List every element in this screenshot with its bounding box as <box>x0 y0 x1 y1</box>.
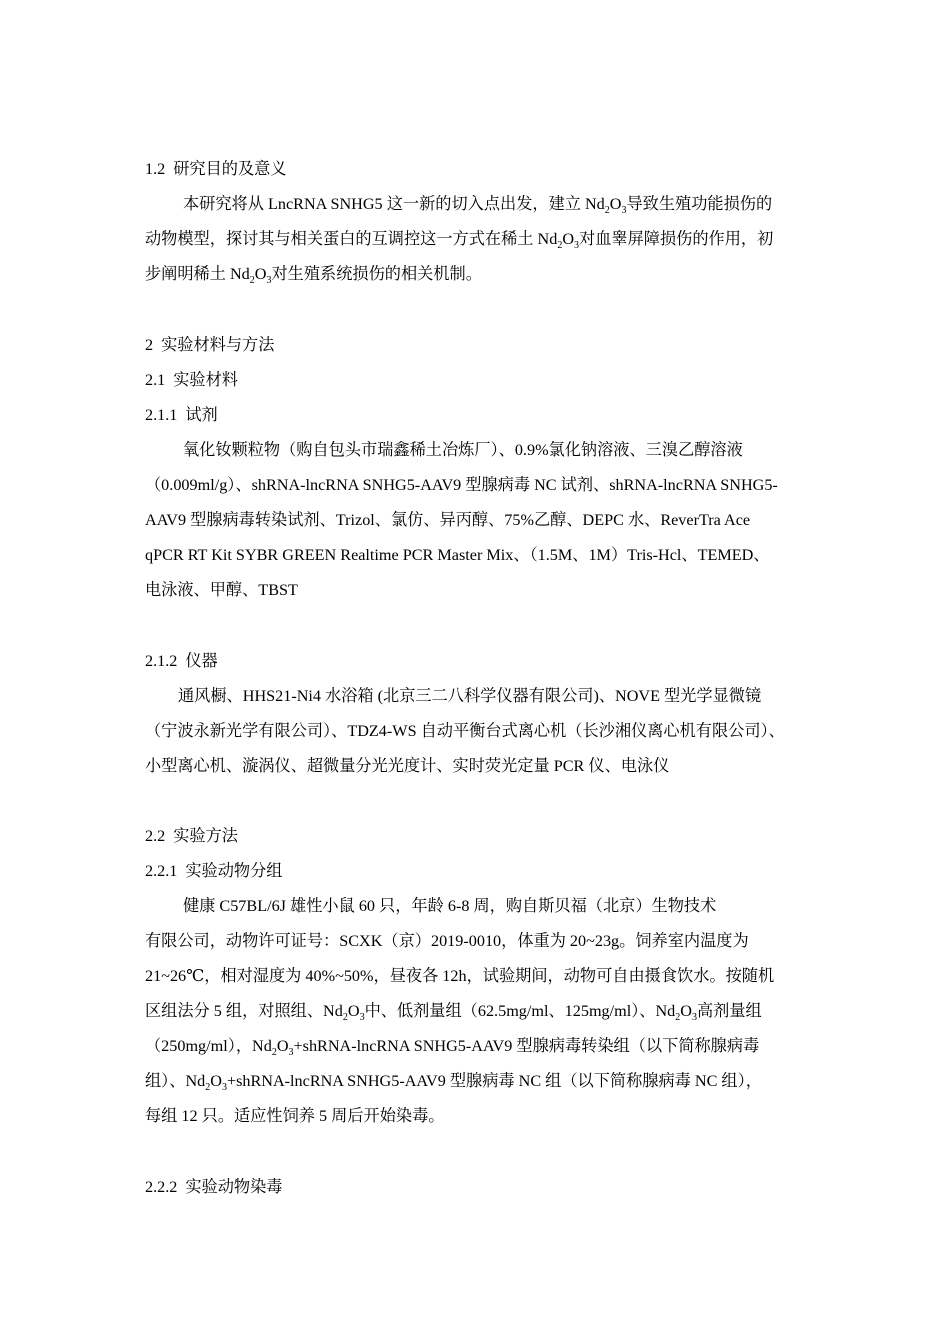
paragraph-line: 电泳液、甲醇、TBST <box>145 581 298 599</box>
section-title: 仪器 <box>185 652 218 670</box>
section-number: 2 <box>145 336 154 354</box>
section-number: 2.1 <box>145 371 166 389</box>
text-span: 本研究将从 LncRNA SNHG5 这一新的切入点出发，建立 Nd <box>183 195 605 213</box>
subscript: 2 <box>342 1012 348 1023</box>
section-number: 2.1.2 <box>145 652 178 670</box>
section-heading-2-1-2 <box>145 651 218 671</box>
subscript: 2 <box>205 1082 211 1093</box>
subscript: 2 <box>675 1012 681 1023</box>
section-number: 1.2 <box>145 160 166 178</box>
paragraph-line: 氧化钕颗粒物（购自包头市瑞鑫稀土冶炼厂）、0.9%氯化钠溶液、三溴乙醇溶液 <box>183 441 743 459</box>
paragraph-line: （宁波永新光学有限公司）、TDZ4-WS 自动平衡台式离心机（长沙湘仪离心机有限公司）、 <box>145 722 785 740</box>
section-heading-2-1-1 <box>145 405 218 425</box>
text-span: 高剂量组 <box>696 1002 762 1020</box>
paragraph-line: 健康 C57BL/6J 雄性小鼠 60 只，年龄 6-8 周，购自斯贝福（北京）生物技术 <box>183 897 717 915</box>
text-span: 中、低剂量组（62.5mg/ml、125mg/ml）、Nd <box>364 1002 676 1020</box>
paragraph-line <box>145 1071 762 1094</box>
paragraph-line <box>145 1001 762 1024</box>
paragraph-line <box>145 264 482 287</box>
section-title: 实验方法 <box>173 827 238 845</box>
section-heading-2-2 <box>145 826 238 846</box>
section-heading-2-2-2 <box>145 1177 283 1197</box>
section-number: 2.2.2 <box>145 1178 178 1196</box>
text-span: O <box>210 1072 222 1090</box>
text-span: O <box>347 1002 360 1020</box>
subscript: 3 <box>359 1012 365 1023</box>
text-span: 组）、Nd <box>145 1072 206 1090</box>
section-number: 2.1.1 <box>145 406 178 424</box>
section-number: 2.2.1 <box>145 862 178 880</box>
text-span: O <box>609 195 622 213</box>
paragraph-line: （0.009ml/g）、shRNA-lncRNA SNHG5-AAV9 型腺病毒 NC 试剂、shRNA-lncRNA SNHG5- <box>145 476 778 494</box>
section-title: 实验材料 <box>173 371 238 389</box>
paragraph-line: 21~26℃，相对湿度为 40%~50%，昼夜各 12h，试验期间，动物可自由摄食饮水。按随机 <box>145 967 775 985</box>
section-heading-2 <box>145 335 274 355</box>
paragraph-line: 小型离心机、漩涡仪、超微量分光光度计、实时荧光定量 PCR 仪、电泳仪 <box>145 757 670 775</box>
section-heading-2-1 <box>145 370 238 390</box>
subscript: 2 <box>557 240 563 251</box>
paragraph-line: 每组 12 只。适应性饲养 5 周后开始染毒。 <box>145 1107 445 1125</box>
subscript: 3 <box>221 1082 227 1093</box>
text-span: O <box>562 230 575 248</box>
subscript: 3 <box>266 275 272 286</box>
section-heading-1-2 <box>145 159 287 179</box>
subscript: 2 <box>249 275 255 286</box>
text-span: 区组法分 5 组，对照组、Nd <box>145 1002 343 1020</box>
section-title: 实验材料与方法 <box>161 336 275 354</box>
section-title: 实验动物染毒 <box>185 1178 283 1196</box>
section-number: 2.2 <box>145 827 166 845</box>
paragraph-line: qPCR RT Kit SYBR GREEN Realtime PCR Master Mix、（1.5M、1M）Tris-Hcl、TEMED、 <box>145 546 770 564</box>
text-span: O <box>276 1037 289 1055</box>
text-span: 对生殖系统损伤的相关机制。 <box>271 265 482 283</box>
subscript: 3 <box>621 205 627 216</box>
text-span: 对血睾屏障损伤的作用，初 <box>579 230 774 248</box>
paragraph-line <box>145 229 773 252</box>
section-title: 试剂 <box>185 406 218 424</box>
subscript: 3 <box>691 1012 697 1023</box>
subscript: 2 <box>271 1047 277 1058</box>
text-span: （250mg/ml），Nd <box>145 1037 272 1055</box>
text-span: +shRNA-lncRNA SNHG5-AAV9 型腺病毒转染组（以下简称腺病毒 <box>293 1037 760 1055</box>
subscript: 3 <box>574 240 580 251</box>
paragraph-line: 有限公司，动物许可证号：SCXK（京）2019-0010，体重为 20~23g。饲养室内温度为 <box>145 932 749 950</box>
section-heading-2-2-1 <box>145 861 283 881</box>
text-span: 导致生殖功能损伤的 <box>626 195 773 213</box>
paragraph-line: AAV9 型腺病毒转染试剂、Trizol、氯仿、异丙醇、75%乙醇、DEPC 水、ReverTra Ace <box>145 511 751 529</box>
paragraph-line: 通风橱、HHS21-Ni4 水浴箱 (北京三二八科学仪器有限公司)、NOVE 型光学显微镜 <box>178 687 762 705</box>
paragraph-line <box>145 1036 759 1059</box>
section-title: 研究目的及意义 <box>173 160 287 178</box>
subscript: 2 <box>604 205 610 216</box>
text-span: O <box>680 1002 692 1020</box>
text-span: +shRNA-lncRNA SNHG5-AAV9 型腺病毒 NC 组（以下简称腺病毒 NC 组）， <box>226 1072 762 1090</box>
subscript: 3 <box>288 1047 294 1058</box>
paragraph-line <box>183 194 772 217</box>
section-title: 实验动物分组 <box>185 862 283 880</box>
text-span: 步阐明稀土 Nd <box>145 265 250 283</box>
text-span: O <box>254 265 267 283</box>
text-span: 动物模型，探讨其与相关蛋白的互调控这一方式在稀土 Nd <box>145 230 558 248</box>
